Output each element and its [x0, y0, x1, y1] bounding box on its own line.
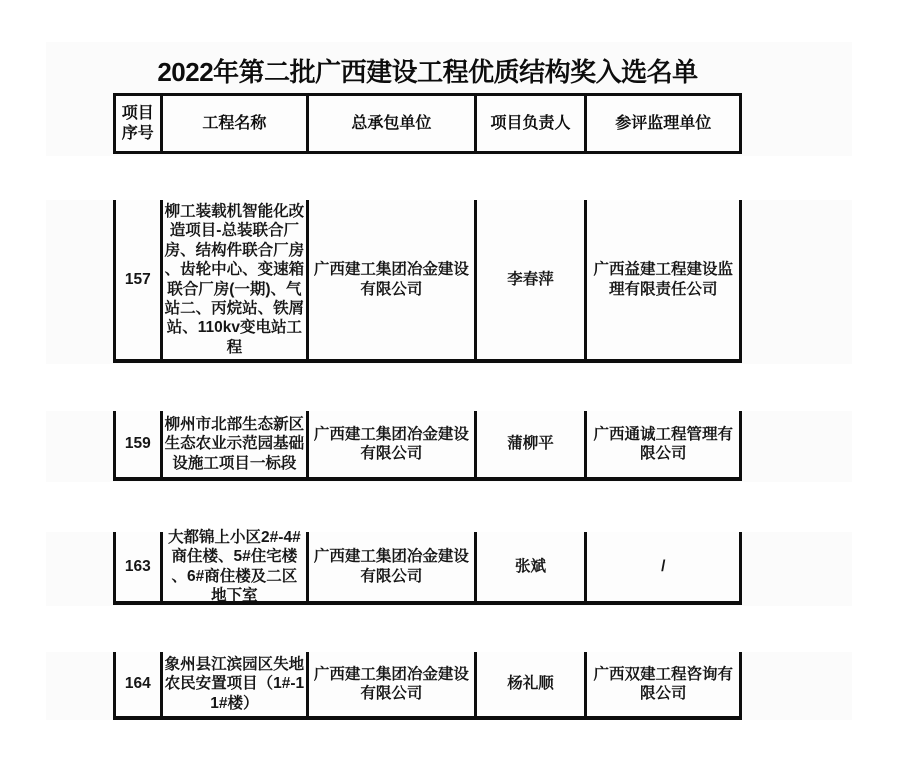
cell-project-name: 柳工装载机智能化改造项目-总装联合厂房、结构件联合厂房、齿轮中心、变速箱联合厂房(一期)、气站二、丙烷站、铁屑站、110kv变电站工程 — [160, 200, 307, 359]
cell-seq: 159 — [124, 435, 151, 453]
cell-project-name: 柳州市北部生态新区生态农业示范园基础设施工项目一标段 — [160, 411, 307, 477]
cell-manager: 蒲柳平 — [474, 411, 585, 477]
cell-manager: 张斌 — [474, 532, 585, 601]
cell-supervisor: 广西益建工程建设监理有限责任公司 — [584, 200, 739, 359]
table-row — [113, 652, 742, 720]
cell-contractor: 广西建工集团冶金建设有限公司 — [306, 411, 473, 477]
cell-manager: 杨礼顺 — [474, 652, 585, 716]
cell-seq: 164 — [124, 675, 151, 693]
table-header-row — [113, 93, 742, 154]
page-title: 2022年第二批广西建设工程优质结构奖入选名单 — [157, 57, 698, 87]
table-row — [113, 200, 742, 363]
cell-supervisor: 广西通诚工程管理有限公司 — [584, 411, 739, 477]
header-cell-manager: 项目负责人 — [474, 96, 585, 151]
table-row — [113, 528, 742, 605]
cell-manager: 李春萍 — [474, 200, 585, 359]
cell-project-name: 大都锦上小区2#-4#商住楼、5#住宅楼、6#商住楼及二区地下室 — [160, 532, 307, 601]
table-row — [113, 411, 742, 481]
cell-contractor: 广西建工集团冶金建设有限公司 — [306, 200, 473, 359]
header-cell-contractor: 总承包单位 — [306, 96, 473, 151]
header-cell-seq: 项目序号 — [121, 105, 154, 142]
cell-seq: 163 — [124, 557, 151, 575]
cell-seq: 157 — [124, 270, 151, 288]
cell-project-name: 象州县江滨园区失地农民安置项目（1#-11#楼） — [160, 652, 307, 716]
cell-contractor: 广西建工集团冶金建设有限公司 — [306, 532, 473, 601]
cell-contractor: 广西建工集团冶金建设有限公司 — [306, 652, 473, 716]
header-cell-supervisor: 参评监理单位 — [584, 96, 739, 151]
cell-supervisor: 广西双建工程咨询有限公司 — [584, 652, 739, 716]
header-cell-name: 工程名称 — [160, 96, 307, 151]
cell-supervisor: / — [584, 532, 739, 601]
